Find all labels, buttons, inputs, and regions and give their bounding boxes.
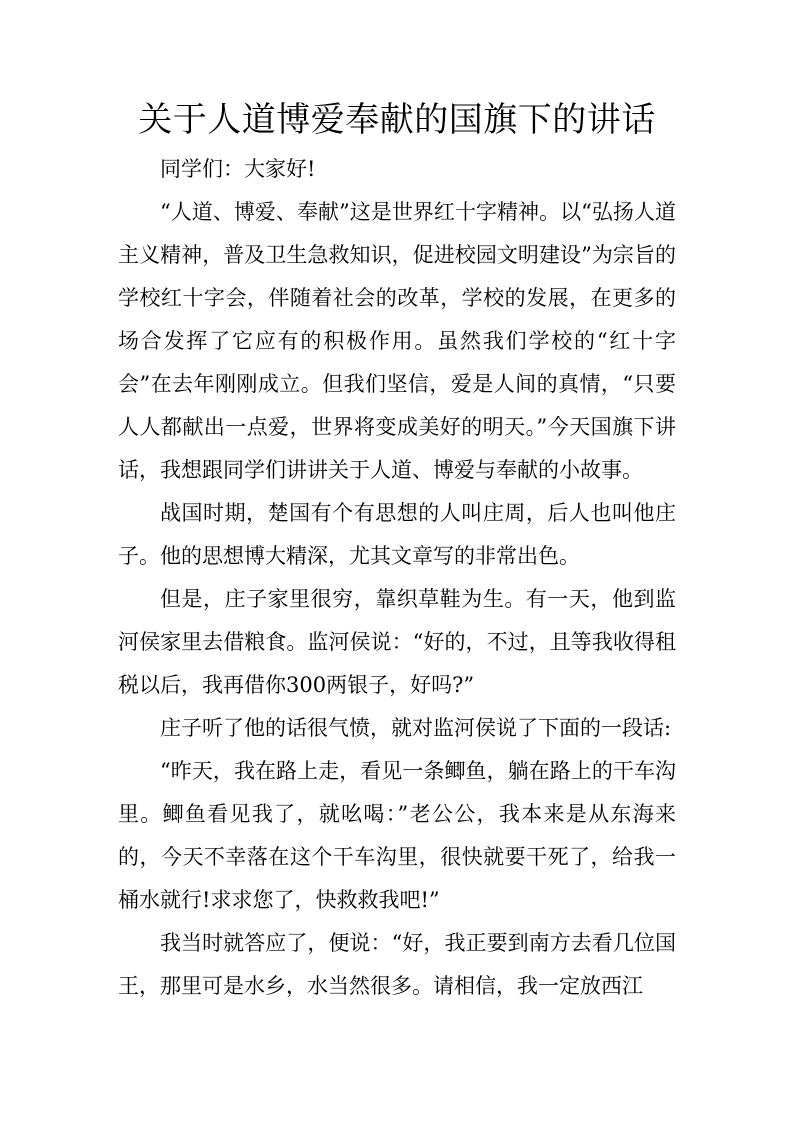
paragraph-promise: 我当时就答应了，便说：“好，我正要到南方去看几位国王，那里可是水乡，水当然很多。请相信，我一定放西江 [118,931,676,998]
document-title: 关于人道博爱奉献的国旗下的讲话 [138,100,656,140]
paragraph-zhuangzi-reply: 庄子听了他的话很气愤，就对监河侯说了下面的一段话: [160,716,672,740]
paragraph-borrow-grain: 但是，庄子家里很穷，靠织草鞋为生。有一天，他到监河侯家里去借粮食。监河侯说：“好的，不过，且等我收得租税以后，我再借你300两银子，好吗?” [118,587,676,697]
paragraph-red-cross-spirit: “人道、博爱、奉献”这是世界红十字精神。以“弘扬人道主义精神，普及卫生急救知识，促进校园文明建设”为宗旨的学校红十字会，伴随着社会的改革，学校的发展，在更多的场合发挥了它应有的积极作用。虽然我们学校的“红十字会”在去年刚刚成立。但我们坚信，爱是人间的真情，“只要人人都献出一点爱，世界将变成美好的明天。”今天国旗下讲话，我想跟同学们讲讲关于人道、博爱与奉献的小故事。 [118,200,676,482]
paragraph-zhuangzi-intro: 战国时期，楚国有个有思想的人叫庄周，后人也叫他庄子。他的思想博大精深，尤其文章写的非常出色。 [118,501,676,568]
paragraph-greeting: 同学们：大家好! [160,157,316,181]
document-body [118,148,676,1008]
paragraph-fish-story: “昨天，我在路上走，看见一条鲫鱼，躺在路上的干车沟里。鲫鱼看见我了，就吆喝：”老公公，我本来是从东海来的，今天不幸落在这个干车沟里，很快就要干死了，给我一桶水就行!求求您了，快救救我吧!” [118,759,676,912]
